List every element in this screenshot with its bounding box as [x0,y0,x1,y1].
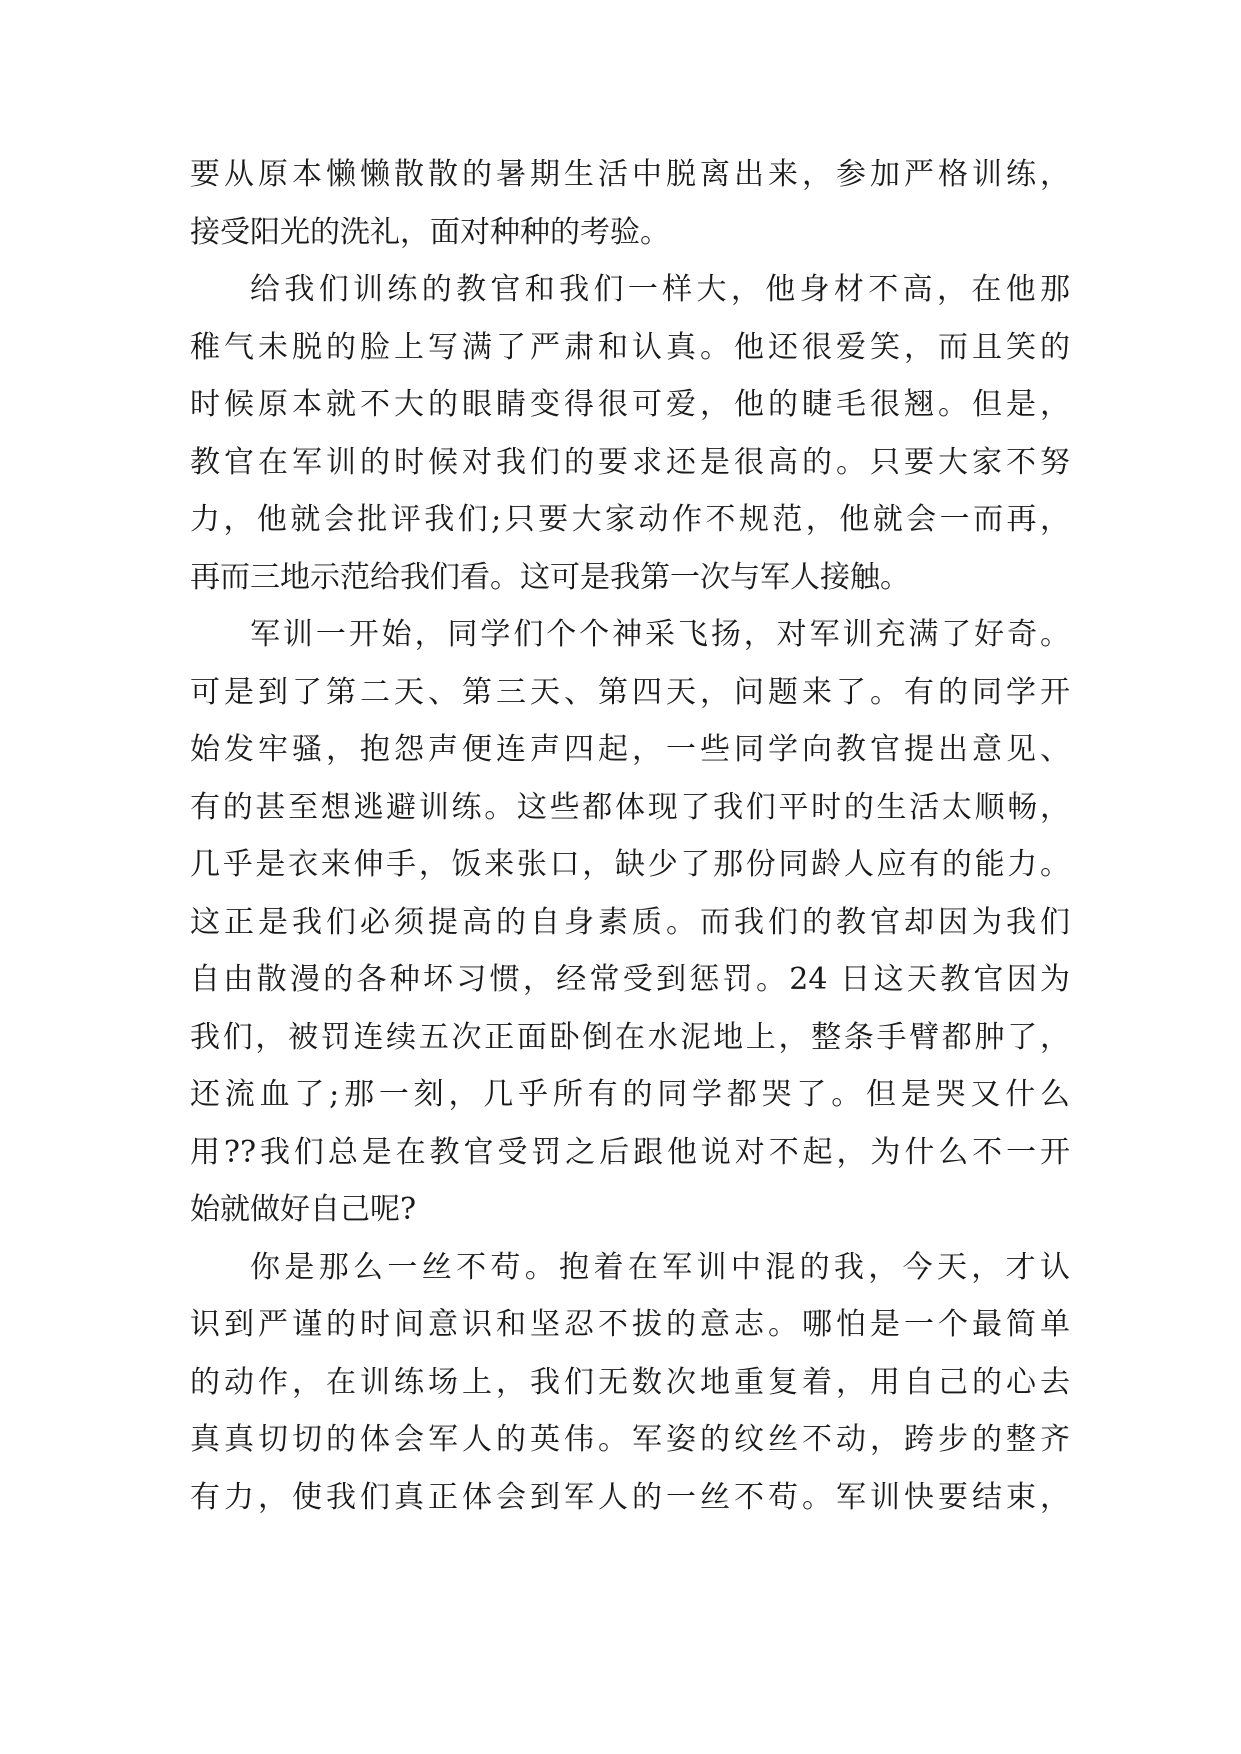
text-line: 的动作，在训练场上，我们无数次地重复着，用自己的心去 [190,1364,1070,1400]
text-line: 还流血了;那一刻，几乎所有的同学都哭了。但是哭又什么 [190,1077,1070,1112]
text-line: 真真切切的体会军人的英伟。军姿的纹丝不动，跨步的整齐 [190,1422,1070,1457]
text-line: 识到严谨的时间意识和坚忍不拔的意志。哪怕是一个最简单 [190,1307,1070,1342]
text-line: 要从原本懒懒散散的暑期生活中脱离出来，参加严格训练， [190,157,1070,192]
text-line: 可是到了第二天、第三天、第四天，问题来了。有的同学开 [190,674,1070,710]
text-line: 几乎是衣来伸手，饭来张口，缺少了那份同龄人应有的能力。 [190,847,1070,882]
text-line: 有的甚至想逃避训练。这些都体现了我们平时的生活太顺畅， [190,789,1070,825]
text-line: 时候原本就不大的眼睛变得很可爱，他的睫毛很翘。但是， [190,387,1070,422]
text-line: 始发牢骚，抱怨声便连声四起，一些同学向教官提出意见、 [190,732,1070,767]
text-line: 力，他就会批评我们;只要大家动作不规范，他就会一而再， [190,502,1070,537]
paragraph-first-line: 军训一开始，同学们个个神采飞扬，对军训充满了好奇。 [250,617,1070,652]
text-line: 教官在军训的时候对我们的要求还是很高的。只要大家不努 [190,444,1070,480]
text-line: 稚气未脱的脸上写满了严肃和认真。他还很爱笑，而且笑的 [190,329,1070,365]
text-line: 始就做好自己呢? [190,1192,417,1227]
paragraph-first-line: 你是那么一丝不苟。抱着在军训中混的我，今天，才认 [250,1249,1070,1285]
paragraph-first-line: 给我们训练的教官和我们一样大，他身材不高，在他那 [250,272,1070,307]
text-line: 接受阳光的洗礼，面对种种的考验。 [190,214,670,250]
text-line: 这正是我们必须提高的自身素质。而我们的教官却因为我们 [190,904,1070,940]
document-body [190,146,1070,1526]
text-line: 我们，被罚连续五次正面卧倒在水泥地上，整条手臂都肿了， [190,1019,1070,1055]
text-line: 用??我们总是在教官受罚之后跟他说对不起，为什么不一开 [190,1134,1070,1170]
text-line: 有力，使我们真正体会到军人的一丝不苟。军训快要结束， [190,1479,1070,1515]
text-line: 再而三地示范给我们看。这可是我第一次与军人接触。 [190,559,910,595]
text-line: 自由散漫的各种坏习惯，经常受到惩罚。24 日这天教官因为 [190,962,1070,997]
